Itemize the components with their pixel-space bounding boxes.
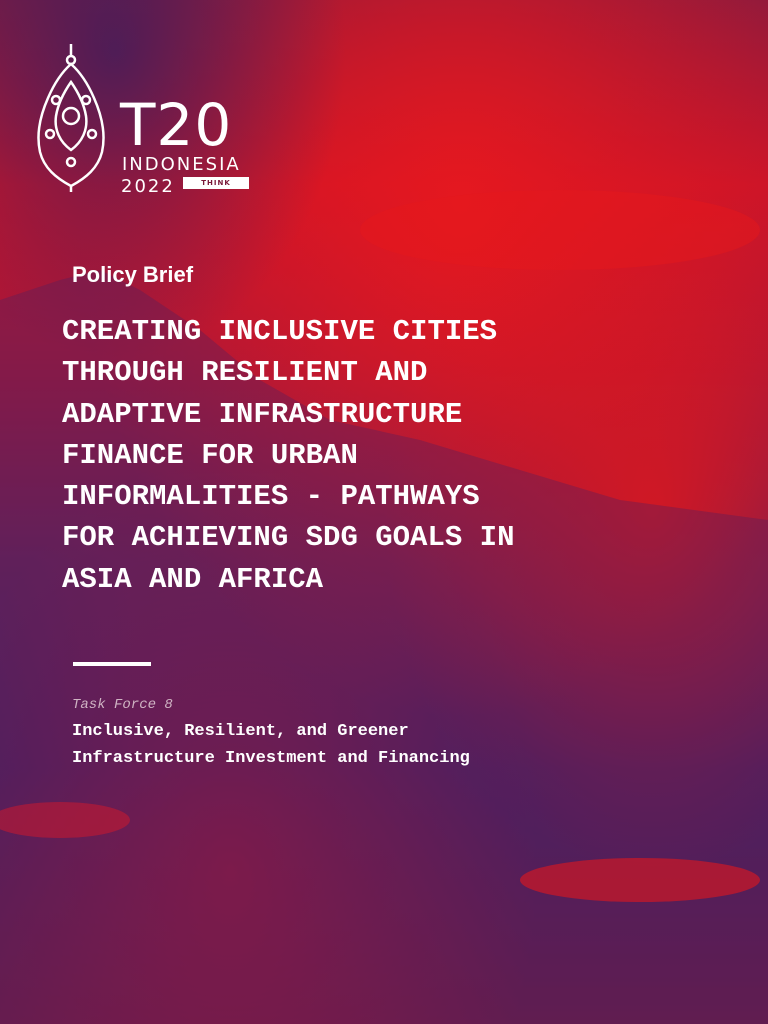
t20-logo-mark: T20 [120,91,233,159]
logo-year: 2022 [121,176,175,197]
logo-country: INDONESIA [122,154,241,175]
batik-emblem-icon [34,42,108,194]
think-tag: THINK [183,177,249,189]
page-title: CREATING INCLUSIVE CITIES THROUGH RESILIENT AND ADAPTIVE INFRASTRUCTURE FINANCE FOR URBAN INFORMALITIES - PATHWAYS FOR ACHIEVING SDG GOALS IN ASIA AND AFRICA [62,315,515,596]
document-type-label: Policy Brief [72,262,194,287]
task-force-name: Inclusive, Resilient, and Greener Infrastructure Investment and Financing [72,722,470,768]
divider [73,662,151,666]
task-force-label: Task Force 8 [72,697,173,713]
